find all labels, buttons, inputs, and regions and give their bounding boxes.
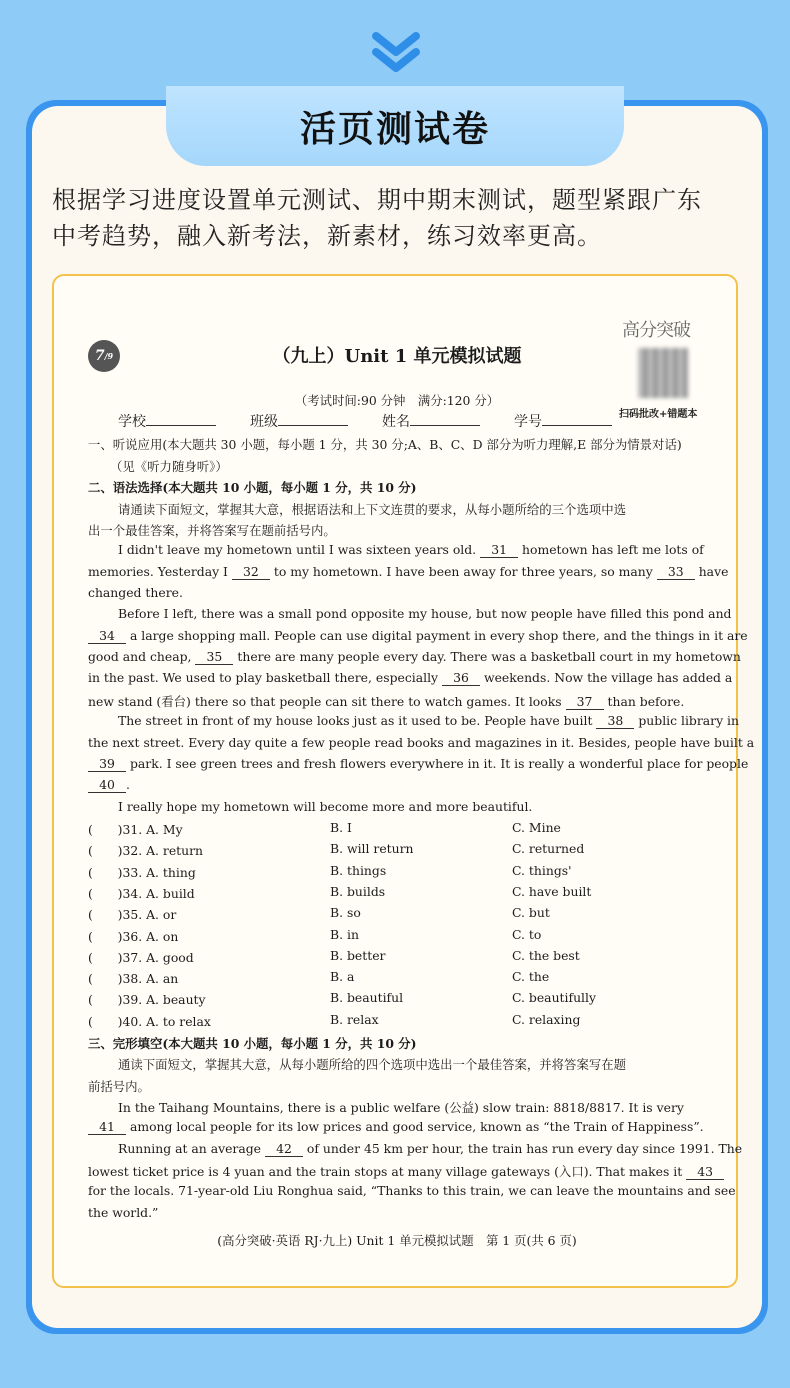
passage-line: 39 park. I see green trees and fresh flowers everywhere in it. It is really a wonderful place for people [88,756,706,772]
option-b: B. relax [330,1011,379,1027]
option-b: B. builds [330,883,386,899]
option-b: B. a [330,969,355,985]
student-fields [118,411,678,431]
option-q: ( )36. A. on [88,928,179,944]
option-b: B. better [330,947,386,963]
option-q: ( )33. A. thing [88,864,196,880]
qr-label: 扫码批改+错题本 [619,409,698,420]
section-3-heading: 三、完形填空(本大题共 10 小题，每小题 1 分，共 10 分) [88,1036,417,1051]
option-q: ( )32. A. return [88,843,204,859]
page-badge: 7 /9 [88,340,120,372]
exam-title: （九上）Unit 1 单元模拟试题 [272,346,522,367]
option-c: C. returned [512,841,585,857]
field-school: 学校 [118,411,216,431]
option-c: C. but [512,905,550,921]
passage-line: I didn't leave my hometown until I was sixteen years old. 31 hometown has left me lots of [118,542,704,557]
option-q: ( )39. A. beauty [88,992,206,1008]
option-c: C. the best [512,947,580,963]
option-c: C. to [512,926,542,942]
passage-line: lowest ticket price is 4 yuan and the train stops at many village gateways (入口). That makes it 43 [88,1162,706,1180]
field-class: 班级 [250,411,348,431]
option-c: C. relaxing [512,1011,581,1027]
option-b: B. in [330,926,359,942]
passage-line: 41 among local people for its low prices and good service, known as “the Train of Happiness”. [88,1119,706,1135]
option-c: C. Mine [512,820,561,835]
option-b: B. beautiful [330,990,404,1006]
passage-line: Running at an average 42 of under 45 km per hour, the train has run every day since 1991. The [118,1141,743,1156]
option-b: B. things [330,862,387,878]
exam-info: （考试时间:90 分钟 满分:120 分） [294,393,500,408]
option-b: B. I [330,820,352,835]
option-c: C. beautifully [512,990,596,1006]
section-1-heading: 一、听说应用(本大题共 30 小题，每小题 1 分，共 30 分;A、B、C、D 部分为听力理解,E 部分为情景对话) [88,437,682,452]
section-1-note: （见《听力随身听》） [110,459,228,474]
passage-line: memories. Yesterday I 32 to my hometown. I have been away for three years, so many 33 have [88,564,729,579]
option-q: ( )37. A. good [88,949,194,965]
intro-text: 根据学习进度设置单元测试、期中期末测试，题型紧跟广东 中考趋势，融入新考法，新素材，练习效率更高。 [52,186,702,250]
passage-line: 34 a large shopping mall. People can use digital payment in every shop there, and the things in it are [88,628,706,644]
passage-line: new stand (看台) there so that people can sit there to watch games. It looks 37 than before. [88,694,685,709]
option-c: C. have built [512,883,592,899]
field-name: 姓名 [382,411,480,431]
option-b: B. so [330,905,361,921]
option-q: ( )40. A. to relax [88,1013,211,1029]
field-id: 学号 [514,411,612,431]
option-c: C. the [512,969,550,985]
option-c: C. things' [512,862,572,878]
option-q: ( )35. A. or [88,907,177,923]
option-q: ( )34. A. build [88,885,195,901]
page-footer: (高分突破·英语 RJ·九上) Unit 1 单元模拟试题 第 1 页(共 6 页) [217,1233,577,1248]
option-q: ( )38. A. an [88,971,179,987]
section-2-heading: 二、语法选择(本大题共 10 小题，每小题 1 分，共 10 分) [88,480,417,495]
passage-line: The street in front of my house looks just as it used to be. People have built 38 public library in [118,713,739,728]
passage-line: in the past. We used to play basketball there, especially 36 weekends. Now the village has added a [88,670,733,685]
double-chevron-down-icon [370,32,422,72]
option-q: ( )31. A. My [88,822,183,837]
passage-line: 40 . [88,777,706,793]
banner-title: 活页测试卷 [299,108,490,150]
option-b: B. will return [330,841,414,857]
passage-line: good and cheap, 35 there are many people every day. There was a basketball court in my hometown [88,649,741,664]
title-banner [166,86,624,166]
brand-logo: 高分突破 [622,320,690,341]
